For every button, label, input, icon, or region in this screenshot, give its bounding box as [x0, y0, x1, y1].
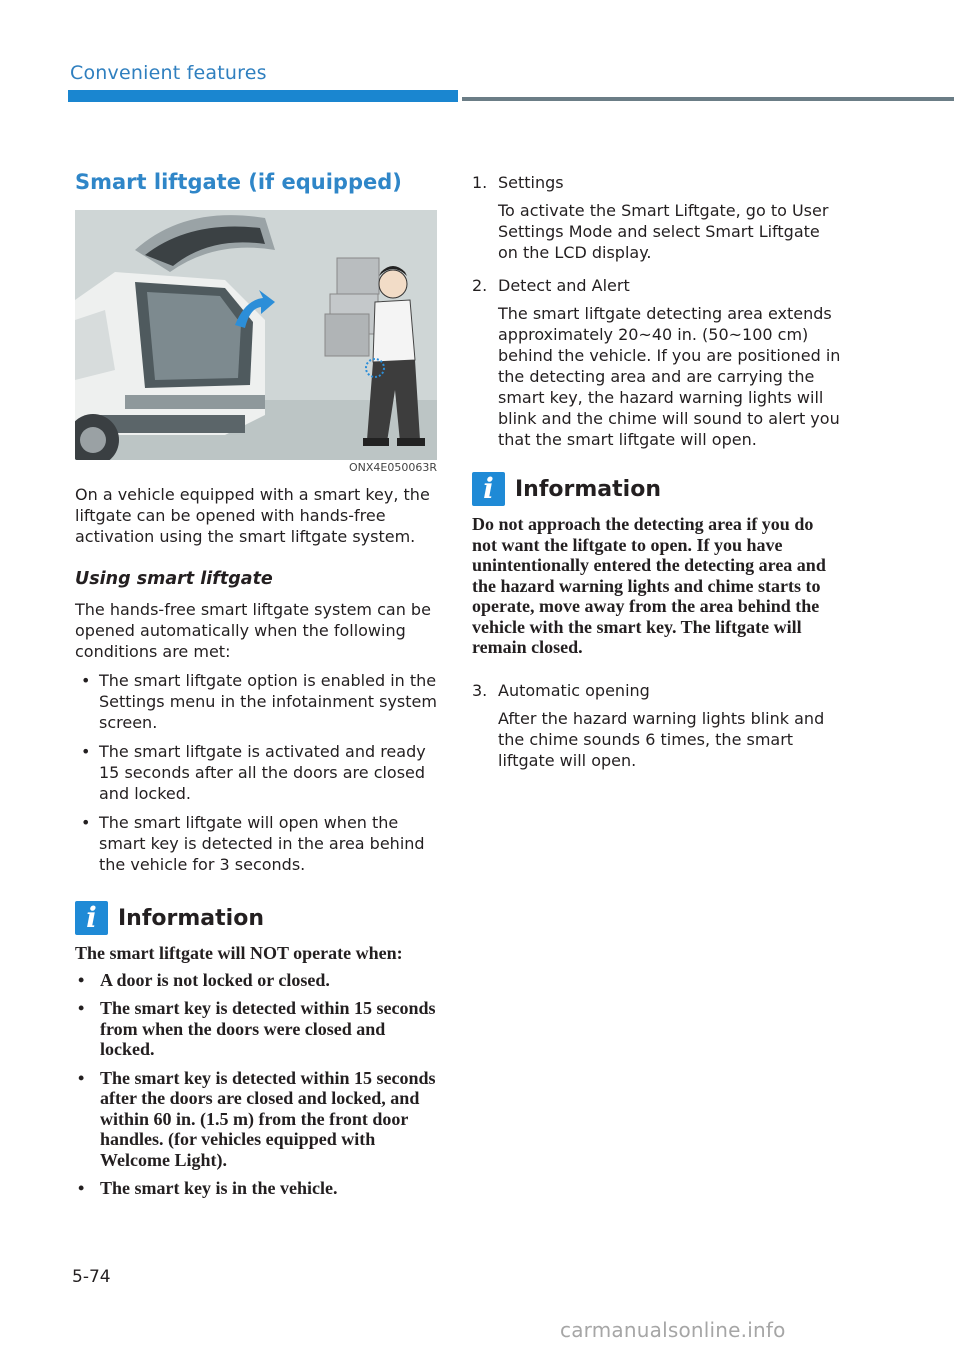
info-title: Information	[515, 476, 661, 502]
liftgate-illustration	[75, 210, 437, 460]
info-box-left	[75, 901, 437, 1199]
info-list	[75, 970, 437, 1199]
right-column	[472, 172, 842, 783]
info-text: Do not approach the detecting area if you do not want the liftgate to open. If you have unintentionally entered the detecting area and the hazard warning lights and chime starts to operate, move away from the area behind the vehicle with the smart key. The liftgate will remain closed.	[472, 514, 826, 657]
step-body: To activate the Smart Liftgate, go to User Settings Mode and select Smart Liftgate on the LCD display.	[498, 201, 829, 262]
liftgate-illustration-art	[75, 210, 437, 460]
step-settings	[472, 172, 842, 263]
info-lead: The smart liftgate will NOT operate when:	[75, 943, 403, 963]
step-body: After the hazard warning lights blink and the chime sounds 6 times, the smart liftgate will open.	[498, 708, 825, 770]
step-title: Detect and Alert	[498, 276, 630, 295]
list-item: • The smart liftgate will open when the smart key is detected in the area behind the vehicle for 3 seconds.	[75, 812, 437, 875]
figure-code: ONX4E050063R	[348, 461, 437, 474]
header-rule-gray	[462, 97, 954, 101]
info-box-right	[472, 472, 842, 658]
list-item: • The smart key is detected within 15 seconds from when the doors were closed and locked.	[75, 998, 437, 1060]
step-number: 3.	[472, 680, 488, 700]
list-item: • A door is not locked or closed.	[75, 970, 437, 991]
step-detect-alert	[472, 275, 842, 450]
header-rule-blue	[68, 90, 458, 102]
intro-paragraph: On a vehicle equipped with a smart key, the liftgate can be opened with hands-free activation using the smart liftgate system.	[75, 485, 430, 546]
step-title: Automatic opening	[498, 680, 650, 700]
subheading-using-smart-liftgate: Using smart liftgate	[75, 569, 273, 589]
page-heading: Smart liftgate (if equipped)	[75, 170, 402, 194]
left-column	[75, 170, 437, 1207]
conditions-list	[75, 670, 437, 875]
step-number: 2.	[472, 276, 488, 295]
step-body: The smart liftgate detecting area extends approximately 20~40 in. (50~100 cm) behind the vehicle. If you are positioned in the detecting area and are carrying the smart key, the hazard warning lights will blink and the chime will sound to alert you that the smart liftgate will open.	[498, 304, 841, 449]
list-item: • The smart key is in the vehicle.	[75, 1178, 437, 1199]
list-item: • The smart key is detected within 15 seconds after the doors are closed and locked, and within 60 in. (1.5 m) from the front door handles. (for vehicles equipped with Welcome Light).	[75, 1068, 437, 1171]
info-icon: i	[472, 472, 505, 506]
step-number: 1.	[472, 173, 488, 192]
info-title: Information	[118, 905, 264, 931]
info-icon: i	[75, 901, 108, 935]
list-item: • The smart liftgate is activated and ready 15 seconds after all the doors are closed and locked.	[75, 741, 437, 804]
conditions-intro: The hands-free smart liftgate system can be opened automatically when the following conditions are met:	[75, 600, 431, 661]
watermark: carmanualsonline.info	[560, 1318, 786, 1342]
step-title: Settings	[498, 173, 564, 192]
page-number: 5-74	[72, 1267, 111, 1287]
section-title: Convenient features	[70, 62, 267, 84]
step-automatic-opening	[472, 680, 842, 771]
list-item: • The smart liftgate option is enabled in the Settings menu in the infotainment system screen.	[75, 670, 437, 733]
